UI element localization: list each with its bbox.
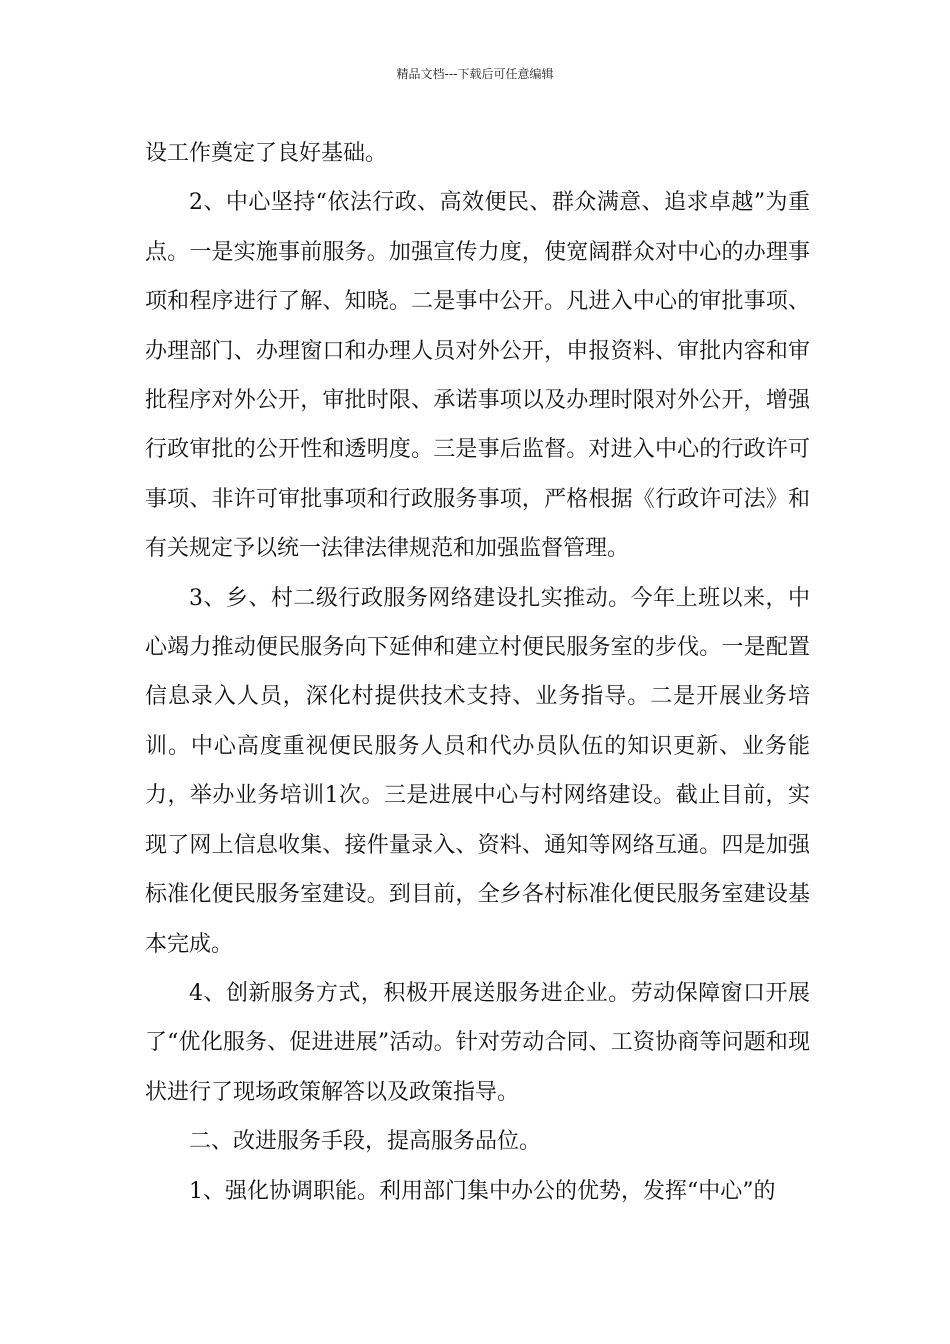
page-header: 精品文档---下载后可任意编辑 — [396, 67, 554, 81]
paragraph-continuation: 设工作奠定了良好基础。 — [145, 141, 388, 166]
paragraph-item-2: 2、中心坚持“依法行政、高效便民、群众满意、追求卓越”为重点。一是实施事前服务。加强宣传力度，使宽阔群众对中心的办理事项和程序进行了解、知晓。二是事中公开。凡进入中心的审批事项、办理部门、办理窗口和办理人员对外公开，申报资料、审批内容和审批程序对外公开，审批时限、承诺事项以及办理时限对外公开，增强行政审批的公开性和透明度。三是事后监督。对进入中心的行政许可事项、非许可审批事项和行政服务事项，严格根据《行政许可法》和有关规定予以统一法律法律规范和加强监督管理。 — [145, 190, 810, 562]
paragraph-item-4: 4、创新服务方式，积极开展送服务进企业。劳动保障窗口开展了“优化服务、促进进展”活动。针对劳动合同、工资协商等问题和现状进行了现场政策解答以及政策指导。 — [145, 980, 810, 1105]
paragraph-item-1: 1、强化协调职能。利用部门集中办公的优势，发挥“中心”的 — [189, 1178, 776, 1204]
paragraph-item-3: 3、乡、村二级行政服务网络建设扎实推动。今年上班以来，中心竭力推动便民服务向下延伸和建立村便民服务室的步伐。一是配置信息录入人员，深化村提供技术支持、业务指导。二是开展业务培训。中心高度重视便民服务人员和代办员队伍的知识更新、业务能力，举办业务培训1次。三是进展中心与村网络建设。截止目前，实现了网上信息收集、接件量录入、资料、通知等网络互通。四是加强标准化便民服务室建设。到目前，全乡各村标准化便民服务室建设基本完成。 — [145, 585, 810, 957]
document-body — [145, 129, 810, 1216]
section-heading: 二、改进服务手段，提高服务品位。 — [189, 1129, 542, 1155]
